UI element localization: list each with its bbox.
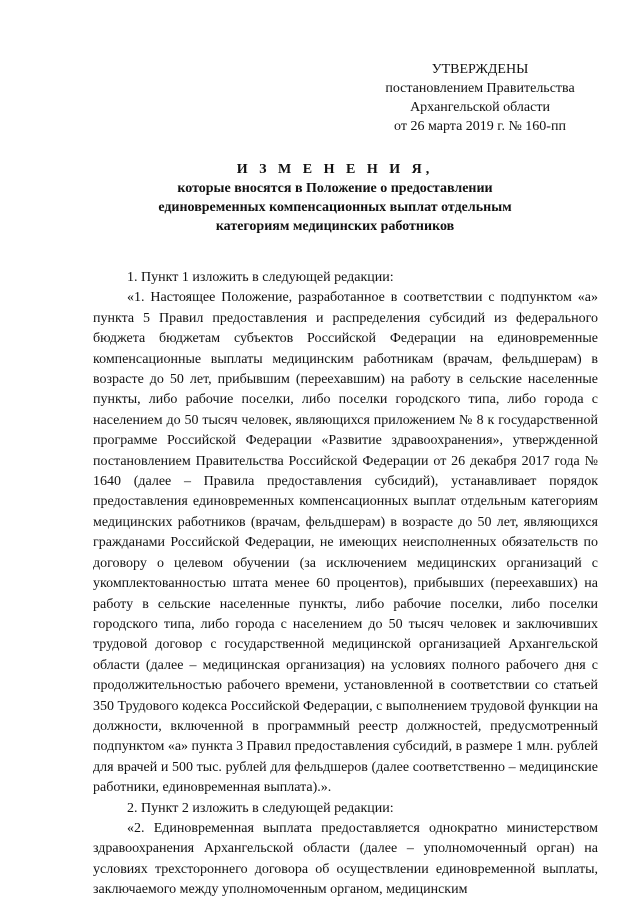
document-heading [80,160,590,236]
heading-title: И З М Е Н Е Н И Я, [236,162,434,177]
heading-line-2: единовременных компенсационных выплат отдельным [158,200,512,215]
document-body [93,268,598,901]
approval-title: УТВЕРЖДЕНЫ [431,62,529,77]
item-2-intro: 2. Пункт 2 изложить в следующей редакции: [127,800,394,816]
heading-line-1: которые вносятся в Положение о предоставлении [177,181,493,196]
item-2-text: «2. Единовременная выплата предоставляется однократно министерством здравоохранения Архангельской области (далее – уполномоченный орган) на условиях трехстороннего договора об осуществлении единовременной выплаты, заключаемого между уполномоченным органом, медицинским [93,820,598,898]
approval-block [360,60,600,136]
heading-line-3: категориям медицинских работников [215,219,455,234]
approval-decree-line: постановлением Правительства [385,81,575,96]
approval-region-line: Архангельской области [410,100,550,115]
approval-date-line: от 26 марта 2019 г. № 160-пп [394,119,566,134]
item-1-intro: 1. Пункт 1 изложить в следующей редакции: [127,270,394,285]
item-1-text: «1. Настоящее Положение, разработанное в соответствии с подпунктом «а» пункта 5 Правил предоставления и распределения субсидий из федерального бюджета бюджетам субъектов Российской Федерации на единовременные компенсационные выплаты медицинским работникам (врачам, фельдшерам) в возрасте до 50 лет, прибывшим (переехавшим) на работу в сельские населенные пункты, либо рабочие поселки, либо поселки городского типа, либо города с населением до 50 тысяч человек, являющихся приложением № 8 к государственной программе Российской Федерации «Развитие здравоохранения», утвержденной постановлением Правительства Российской Федерации от 26 декабря 2017 года № 1640 (далее – Правила предоставления субсидий), устанавливает порядок предоставления единовременных компенсационных выплат отдельным категориям медицинских работников (врачам, фельдшерам) в возрасте до 50 лет, являющихся гражданами Российской Федерации, не имеющих неисполненных обязательств по договору о целевом обучении (за исключением медицинских организаций с укомплектованностью штата менее 60 процентов), прибывших (переехавших) на работу в сельские населенные пункты, либо рабочие поселки, либо поселки городского типа, либо города с населением до 50 тысяч человек и заключивших трудовой договор с государственной медицинской организацией Архангельской области (далее – медицинская организация) на условиях полного рабочего дня с продолжительностью рабочего времени, установленной в соответствии со статьей 350 Трудового кодекса Российской Федерации, с выполнением трудовой функции на должности, включенной в программный реестр должностей, предусмотренный подпунктом «а» пункта 3 Правил предоставления субсидий, в размере 1 млн. рублей для врачей и 500 тыс. рублей для фельдшеров (далее соответственно – медицинские работники, единовременная выплата).». [93,290,599,796]
